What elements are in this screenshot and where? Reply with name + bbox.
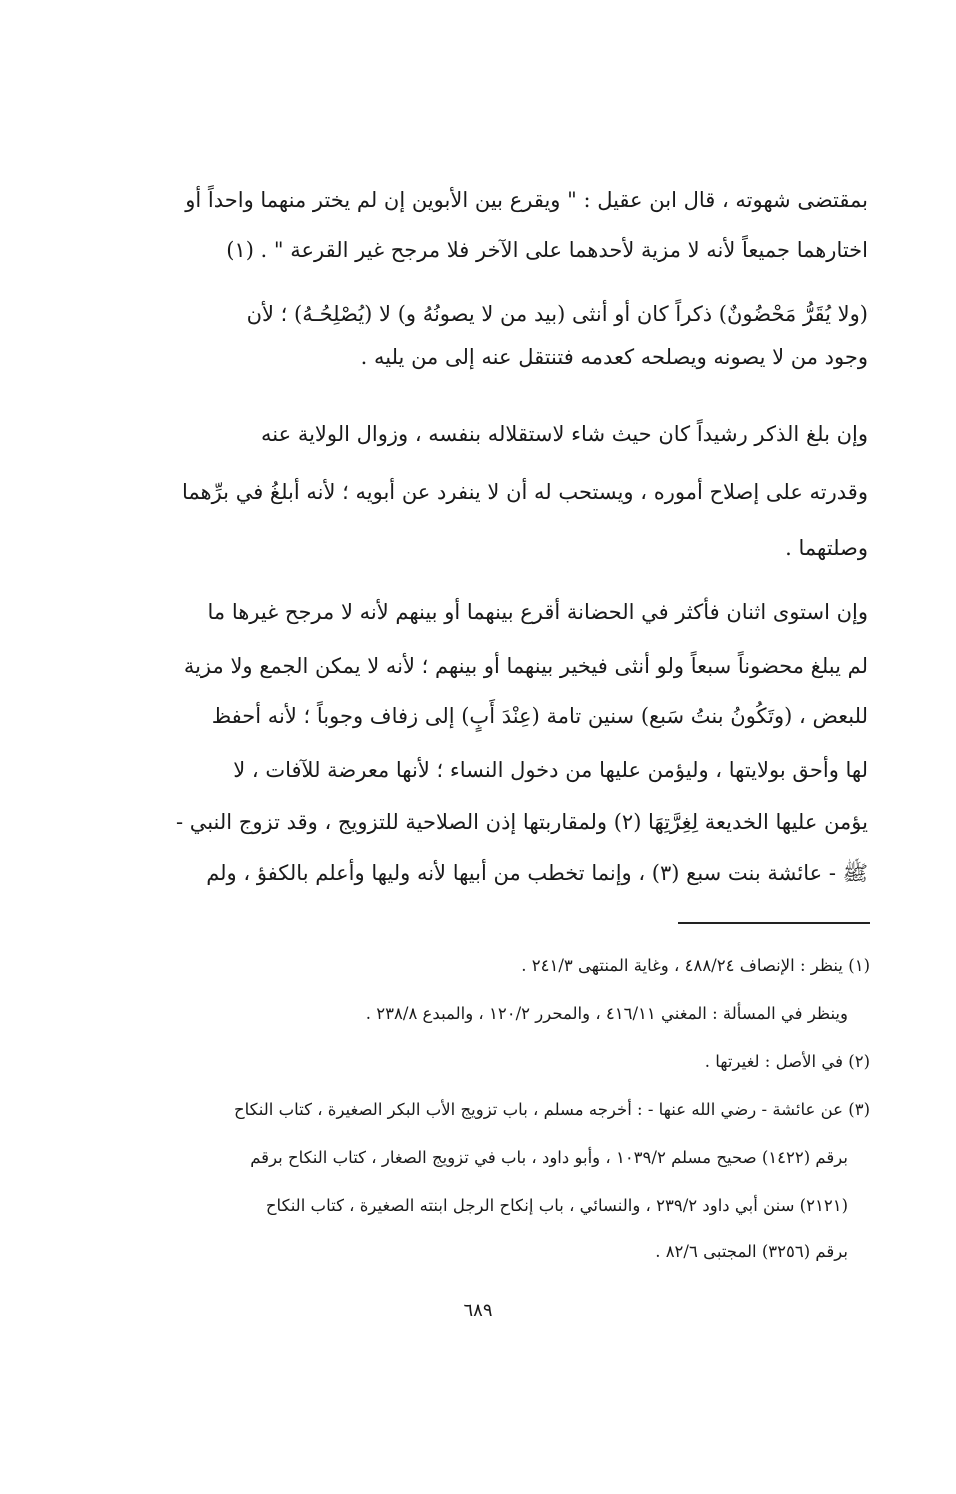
footnote-line: وينظر في المسألة : المغني ٤١٦/١١ ، والمحرر ١٢٠/٢ ، والمبدع ٢٣٨/٨ .	[365, 1004, 848, 1023]
footnote-line: (٢١٢١) سنن أبي داود ٢٣٩/٢ ، والنسائي ، باب إنكاح الرجل ابنته الصغيرة ، كتاب النكاح	[265, 1196, 848, 1215]
text-line: وإن استوى اثنان فأكثر في الحضانة أقرع بينهما أو بينهم لأنه لا مرجح غيرها ما	[207, 600, 868, 624]
footnote-line: (٣) عن عائشة - رضي الله عنها - : أخرجه مسلم ، باب تزويج الأب البكر الصغيرة ، كتاب النكاح	[233, 1100, 870, 1119]
footnote-line: برقم (١٤٢٢) صحيح مسلم ١٠٣٩/٢ ، وأبو داود ، باب في تزويج الصغار ، كتاب النكاح برقم	[250, 1148, 848, 1167]
text-line: يؤمن عليها الخديعة لِغِرَّتِهَا (٢) ولمقاربتها إذن الصلاحية للتزويج ، وقد تزوج النبي -	[175, 810, 868, 834]
text-line: اختارهما جميعاً لأنه لا مزية لأحدهما على الآخر فلا مرجح غير القرعة " . (١)	[226, 238, 868, 262]
footnote-line: (١) ينظر : الإنصاف ٤٨٨/٢٤ ، وغاية المنتهى ٢٤١/٣ .	[521, 956, 870, 975]
text-line: لم يبلغ محضوناً سبعاً ولو أنثى فيخير بينهما أو بينهم ؛ لأنه لا يمكن الجمع ولا مزية	[183, 654, 868, 678]
footnote-line: برقم (٣٢٥٦) المجتبى ٨٢/٦ .	[655, 1242, 848, 1261]
text-line: للبعض ، (وتَكُونُ بنتُ سَبع) سنين تامة (عِنْدَ أَبٍ) إلى زفاف وجوباً ؛ لأنه أحفظ	[211, 704, 868, 728]
footnote-line: (٢) في الأصل : لغيرتها .	[704, 1052, 870, 1071]
text-line: وصلتهما .	[785, 536, 868, 560]
text-line: (ولا يُقَرُّ مَحْضُونٌ) ذكراً كان أو أنثى (بيد من لا يصونُهُ و) لا (يُصْلِحُـهُ) ؛ لأن	[246, 302, 868, 326]
text-line: وإن بلغ الذكر رشيداً كان حيث شاء لاستقلاله بنفسه ، وزوال الولاية عنه	[261, 422, 868, 446]
text-line: وقدرته على إصلاح أموره ، ويستحب له أن لا ينفرد عن أبويه ؛ لأنه أبلغُ في برِّهما	[181, 480, 868, 504]
text-line: لها وأحق بولايتها ، وليؤمن عليها من دخول النساء ؛ لأنها معرضة للآفات ، لا	[233, 758, 868, 782]
page-number: ٦٨٩	[463, 1300, 493, 1321]
text-line: بمقتضى شهوته ، قال ابن عقيل : " ويقرع بين الأبوين إن لم يختر منهما واحداً أو	[185, 188, 868, 212]
footnotes	[108, 0, 870, 1300]
text-line: ﷺ - عائشة بنت سبع (٣) ، وإنما تخطب من أبيها لأنه وليها وأعلم بالكفؤ ، ولم	[206, 861, 868, 885]
text-line: وجود من لا يصونه ويصلحه كعدمه فتنتقل عنه إلى من يليه .	[360, 345, 868, 369]
